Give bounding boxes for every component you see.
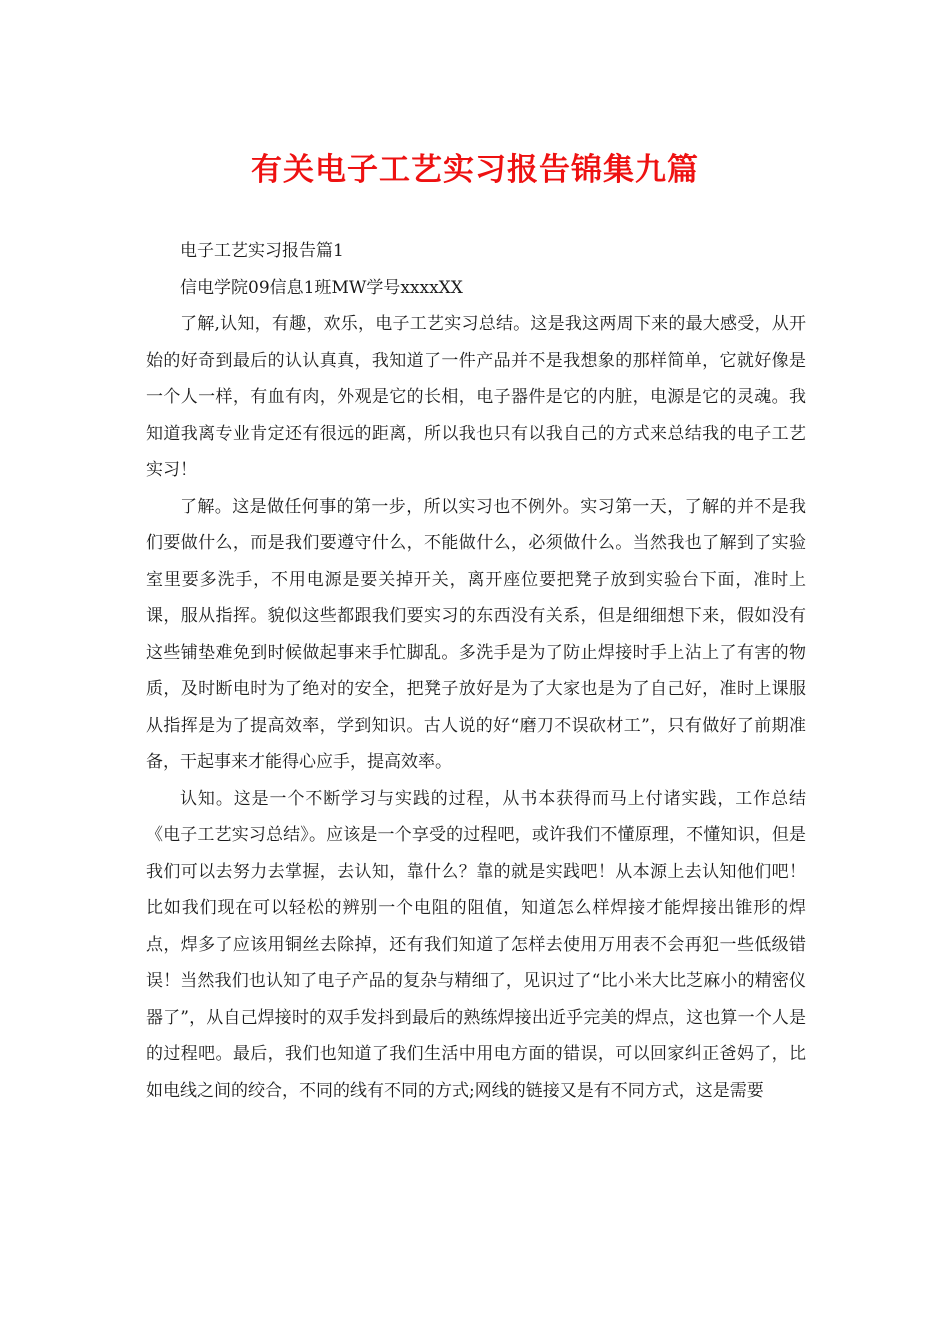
document-title: 有关电子工艺实习报告锦集九篇	[251, 152, 699, 188]
document-body	[146, 233, 806, 1109]
author-line: 信电学院09信息1班MW学号xxxxXX	[180, 277, 463, 298]
paragraph: 认知。这是一个不断学习与实践的过程，从书本获得而马上付诸实践，工作总结《电子工艺实习总结》。应该是一个享受的过程吧，或许我们不懂原理，不懂知识，但是我们可以去努力去掌握，去认知，靠什么？靠的就是实践吧！从本源上去认知他们吧！比如我们现在可以轻松的辨别一个电阻的阻值，知道怎么样焊接才能焊接出锥形的焊点，焊多了应该用铜丝去除掉，还有我们知道了怎样去使用万用表不会再犯一些低级错误！当然我们也认知了电子产品的复杂与精细了，见识过了“比小米大比芝麻小的精密仪器了”，从自己焊接时的双手发抖到最后的熟练焊接出近乎完美的焊点，这也算一个人是的过程吧。最后，我们也知道了我们生活中用电方面的错误，可以回家纠正爸妈了，比如电线之间的绞合，不同的线有不同的方式;网线的链接又是有不同方式，这是需要	[146, 788, 806, 1101]
section-heading: 电子工艺实习报告篇1	[180, 241, 344, 261]
paragraph: 了解,认知，有趣，欢乐，电子工艺实习总结。这是我这两周下来的最大感受，从开始的好奇到最后的认认真真，我知道了一件产品并不是我想象的那样简单，它就好像是一个人一样，有血有肉，外观是它的长相，电子器件是它的内脏，电源是它的灵魂。我知道我离专业肯定还有很远的距离，所以我也只有以我自己的方式来总结我的电子工艺实习！	[146, 314, 806, 480]
paragraph: 了解。这是做任何事的第一步，所以实习也不例外。实习第一天，了解的并不是我们要做什么，而是我们要遵守什么，不能做什么，必须做什么。当然我也了解到了实验室里要多洗手，不用电源是要关掉开关，离开座位要把凳子放到实验台下面，准时上课，服从指挥。貌似这些都跟我们要实习的东西没有关系，但是细细想下来，假如没有这些铺垫难免到时候做起事来手忙脚乱。多洗手是为了防止焊接时手上沾上了有害的物质，及时断电时为了绝对的安全，把凳子放好是为了大家也是为了自己好，准时上课服从指挥是为了提高效率，学到知识。古人说的好“磨刀不误砍材工”，只有做好了前期准备，干起事来才能得心应手，提高效率。	[146, 496, 806, 772]
